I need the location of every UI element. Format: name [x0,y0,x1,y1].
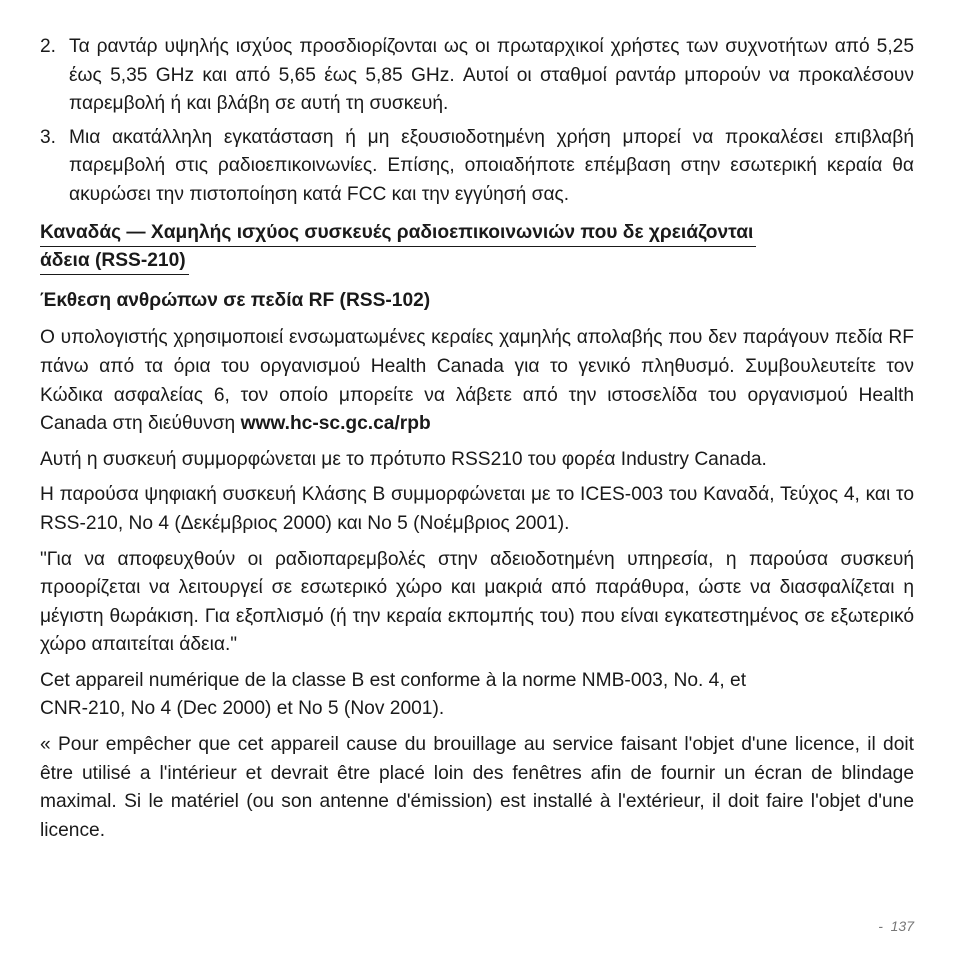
paragraph-licensed-service: "Για να αποφευχθούν οι ραδιοπαρεμβολές στην αδειοδοτημένη υπηρεσία, η παρούσα συσκευή προορίζεται να λειτουργεί σε εσωτερικό χώρο και μακριά από παράθυρα, ώστε να διασφαλίζεται η μέγιστη θωράκιση. Για εξοπλισμό (ή την κεραία εκπομπής του) που είναι εγκατεστημένος σε εξωτερικό χώρο απαιτείται άδεια." [40,548,914,656]
document-page [40,33,914,852]
list-item-number: 2. [40,36,57,57]
sub-heading: Έκθεση ανθρώπων σε πεδία RF (RSS-102) [40,289,431,311]
paragraph-french-nmb [40,667,914,724]
list-item [40,33,914,119]
section-heading-line2: άδεια (RSS-210) [40,247,189,275]
list-item-text: Μια ακατάλληλη εγκατάσταση ή μη εξουσιοδοτημένη χρήση μπορεί να προκαλέσει επιβλαβή παρεμβολή στις ραδιοεπικοινωνίες. Επίσης, οποιαδήποτε επέμβαση στην εσωτερική κεραία θα ακυρώσει την πιστοποίηση κατά FCC και την εγγύησή σας. [69,126,914,205]
section-heading-line1: Καναδάς — Χαμηλής ισχύος συσκευές ραδιοεπικοινωνιών που δε χρειάζονται [40,219,756,247]
paragraph-line: CNR-210, No 4 (Dec 2000) et No 5 (Nov 2001). [40,698,445,720]
paragraph-ices003: Η παρούσα ψηφιακή συσκευή Κλάσης B συμμορφώνεται με το ICES-003 του Καναδά, Τεύχος 4, και το RSS-210, No 4 (Δεκέμβριος 2000) και No 5 (Νοέμβριος 2001). [40,484,914,534]
paragraph-text: Ο υπολογιστής χρησιμοποιεί ενσωματωμένες κεραίες χαμηλής απολαβής που δεν παράγουν πεδία RF πάνω από τα όρια του οργανισμού Health Canada για το γενικό πληθυσμό. Συμβουλευτείτε τον Κώδικα ασφαλείας 6, τον οποίο μπορείτε να λάβετε από την ιστοσελίδα του οργανισμού Health Canada στη διεύθυνση [40,327,914,435]
list-item-number: 3. [40,126,57,148]
paragraph-french-licence: « Pour empêcher que cet appareil cause du brouillage au service faisant l'objet d'une licence, il doit être utilisé a l'intérieur et devrait être placé loin des fenêtres afin de fournir un écran de blindage maximal. Si le matériel (ou son antenne d'émission) est installé à l'extérieur, il doit faire l'objet d'une licence. [40,734,914,841]
footer-dash: - [878,918,883,934]
website-link[interactable]: www.hc-sc.gc.ca/rpb [240,413,431,435]
paragraph-line: Cet appareil numérique de la classe B est conforme à la norme NMB-003, No. 4, et [40,669,747,691]
paragraph-rf-exposure [40,324,914,438]
page-number: 137 [890,918,914,934]
section-heading [40,219,914,276]
list-item [40,124,914,210]
page-footer [878,916,914,936]
paragraph-rss210: Αυτή η συσκευή συμμορφώνεται με το πρότυπο RSS210 του φορέα Industry Canada. [40,448,767,470]
numbered-list [40,33,914,210]
list-item-text: Τα ραντάρ υψηλής ισχύος προσδιορίζονται ως οι πρωταρχικοί χρήστες των συχνοτήτων από 5,25 έως 5,35 GHz και από 5,65 έως 5,85 GHz. Αυτοί οι σταθμοί ραντάρ μπορούν να προκαλέσουν παρεμβολή ή και βλάβη σε αυτή τη συσκευή. [69,36,914,115]
